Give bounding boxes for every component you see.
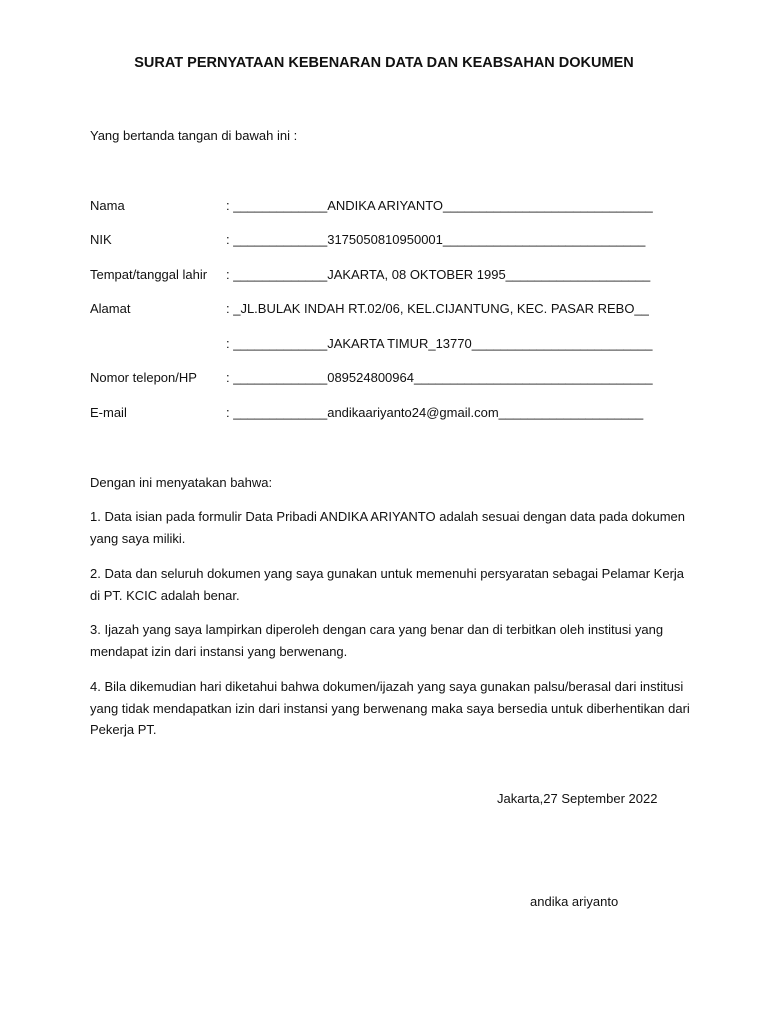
- field-ttl: [90, 267, 750, 285]
- intro-text: Yang bertanda tangan di bawah ini :: [90, 128, 298, 143]
- statement-text: 2. Data dan seluruh dokumen yang saya gunakan untuk memenuhi persyaratan sebagai Pelamar Kerja di PT. KCIC adalah benar.: [90, 566, 685, 603]
- statement-2: [90, 563, 690, 606]
- statement-1: [90, 506, 690, 549]
- field-email: [90, 405, 750, 423]
- field-value: : _JL.BULAK INDAH RT.02/06, KEL.CIJANTUNG, KEC. PASAR REBO__: [226, 301, 649, 316]
- field-value: : _____________JAKARTA TIMUR_13770_________________________: [226, 336, 653, 351]
- field-label: E-mail: [90, 405, 127, 420]
- field-label: Nomor telepon/HP: [90, 370, 197, 385]
- statement-intro: Dengan ini menyatakan bahwa:: [90, 475, 273, 490]
- place-date: Jakarta,27 September 2022: [497, 791, 658, 806]
- field-nama: [90, 198, 750, 216]
- field-label: Nama: [90, 198, 125, 213]
- signatory-name: andika ariyanto: [530, 894, 619, 909]
- field-value: : _____________JAKARTA, 08 OKTOBER 1995____________________: [226, 267, 651, 282]
- field-alamat: [90, 301, 750, 319]
- field-value: : _____________3175050810950001____________________________: [226, 232, 646, 247]
- field-label: Alamat: [90, 301, 131, 316]
- statement-text: 4. Bila dikemudian hari diketahui bahwa dokumen/ijazah yang saya gunakan palsu/berasal dari institusi yang tidak mendapatkan izin dari instansi yang berwenang maka saya bersedia untuk diberhentikan dari Pekerja PT.: [90, 679, 690, 737]
- field-label: NIK: [90, 232, 112, 247]
- field-value: : _____________ANDIKA ARIYANTO_____________________________: [226, 198, 653, 213]
- statement-4: [90, 676, 690, 741]
- field-nik: [90, 232, 750, 250]
- field-value: : _____________089524800964_________________________________: [226, 370, 653, 385]
- field-alamat-2: [90, 336, 750, 354]
- statement-text: 3. Ijazah yang saya lampirkan diperoleh dengan cara yang benar dan di terbitkan oleh institusi yang mendapat izin dari instansi yang berwenang.: [90, 622, 664, 659]
- document-title: SURAT PERNYATAAN KEBENARAN DATA DAN KEABSAHAN DOKUMEN: [134, 55, 634, 71]
- field-label: Tempat/tanggal lahir: [90, 267, 208, 282]
- field-value: : _____________andikaariyanto24@gmail.com____________________: [226, 405, 644, 420]
- statement-text: 1. Data isian pada formulir Data Pribadi ANDIKA ARIYANTO adalah sesuai dengan data pada dokumen yang saya miliki.: [90, 509, 685, 546]
- field-telepon: [90, 370, 750, 388]
- statement-3: [90, 619, 690, 662]
